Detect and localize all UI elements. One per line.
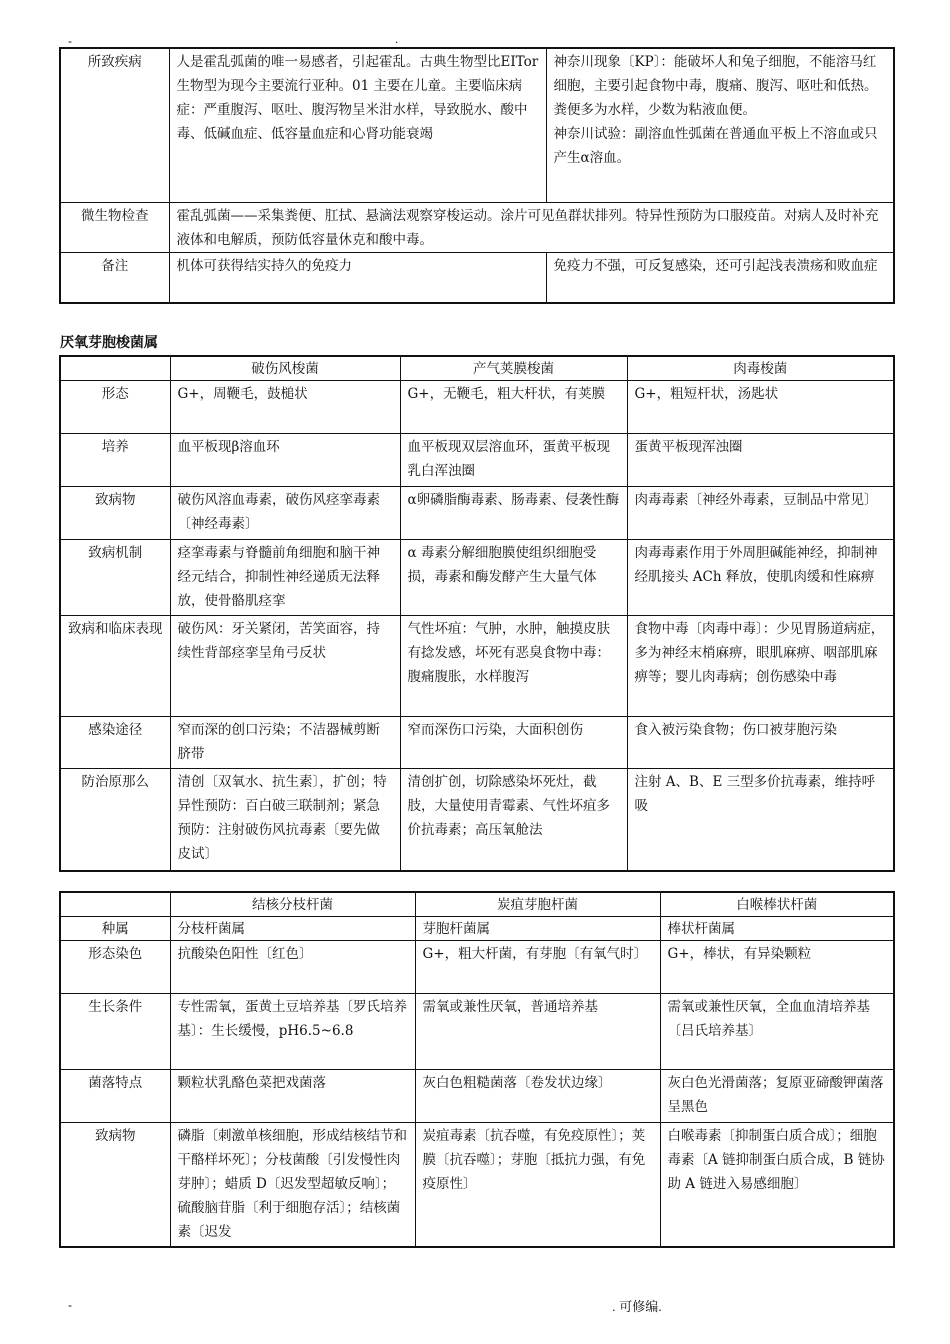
table-cell: 分枝杆菌属 bbox=[170, 917, 415, 941]
table-cell: α 毒素分解细胞膜使组织细胞受损，毒素和酶发酵产生大量气体 bbox=[400, 540, 627, 616]
table-row bbox=[60, 540, 894, 616]
cell-parahaemolyticus-notes: 免疫力不强，可反复感染，还可引起浅表溃疡和败血症 bbox=[546, 253, 894, 304]
header-tetani: 破伤风梭菌 bbox=[170, 356, 400, 381]
row-label-disease: 所致疾病 bbox=[60, 48, 169, 203]
table-row bbox=[60, 381, 894, 434]
row-label: 生长条件 bbox=[60, 994, 170, 1070]
header-botulinum: 肉毒梭菌 bbox=[627, 356, 894, 381]
table-cell: G+，粗大杆菌，有芽胞〔有氧气时〕 bbox=[415, 941, 660, 994]
table-cell: 抗酸染色阳性〔红色〕 bbox=[170, 941, 415, 994]
cell-cholera-notes: 机体可获得结实持久的免疫力 bbox=[169, 253, 546, 304]
table-cell: 气性坏疽：气肿，水肿，触摸皮肤有捻发感，坏死有恶臭食物中毒：腹痛腹胀，水样腹泻 bbox=[400, 616, 627, 717]
table-cell: 注射 A、B、E 三型多价抗毒素，维持呼吸 bbox=[627, 769, 894, 872]
table-row bbox=[60, 1123, 894, 1248]
row-label: 致病物 bbox=[60, 487, 170, 540]
row-label-micro-exam: 微生物检查 bbox=[60, 203, 169, 253]
bacilli-table bbox=[59, 891, 895, 1248]
table-row bbox=[60, 253, 894, 304]
header-empty bbox=[60, 892, 170, 917]
row-label: 致病机制 bbox=[60, 540, 170, 616]
table-cell: G+，棒状，有异染颗粒 bbox=[660, 941, 894, 994]
table-row bbox=[60, 717, 894, 769]
table-cell: 窄而深伤口污染，大面积创伤 bbox=[400, 717, 627, 769]
header-empty bbox=[60, 356, 170, 381]
table-row bbox=[60, 1070, 894, 1123]
row-label-notes: 备注 bbox=[60, 253, 169, 304]
header-diphtheriae: 白喉棒状杆菌 bbox=[660, 892, 894, 917]
table-cell: 颗粒状乳酪色菜把戏菌落 bbox=[170, 1070, 415, 1123]
table-cell: G+，粗短杆状，汤匙状 bbox=[627, 381, 894, 434]
table-cell: 破伤风：牙关紧闭，苦笑面容，持续性背部痉挛呈角弓反状 bbox=[170, 616, 400, 717]
table-cell: 白喉毒素〔抑制蛋白质合成〕；细胞毒素〔A 链抑制蛋白质合成，B 链协助 A 链进入易感细胞〕 bbox=[660, 1123, 894, 1248]
table-row bbox=[60, 941, 894, 994]
table-cell: 食物中毒〔肉毒中毒〕：少见胃肠道病症，多为神经末梢麻痹，眼肌麻痹、咽部肌麻痹等；婴儿肉毒病；创伤感染中毒 bbox=[627, 616, 894, 717]
table-cell: 窄而深的创口污染；不洁器械剪断脐带 bbox=[170, 717, 400, 769]
table-cell: 灰白色粗糙菌落〔卷发状边缘〕 bbox=[415, 1070, 660, 1123]
table-header-row bbox=[60, 356, 894, 381]
kanagawa-test-text: 神奈川试验：副溶血性弧菌在普通血平板上不溶血或只产生α溶血。 bbox=[553, 126, 878, 166]
table-cell: 需氧或兼性厌氧，全血血清培养基〔吕氏培养基〕 bbox=[660, 994, 894, 1070]
table-row bbox=[60, 917, 894, 941]
cell-cholera-disease: 人是霍乱弧菌的唯一易感者，引起霍乱。古典生物型比EITor 生物型为现今主要流行亚种。01 主要在儿童。主要临床病症：严重腹泻、呕吐、腹泻物呈米泔水样，导致脱水、酸中毒、低碱血症、低容量血症和心肾功能衰竭 bbox=[169, 48, 546, 203]
table-cell: α卵磷脂酶毒素、肠毒素、侵袭性酶 bbox=[400, 487, 627, 540]
table-cell: G+，周鞭毛，鼓槌状 bbox=[170, 381, 400, 434]
row-label: 菌落特点 bbox=[60, 1070, 170, 1123]
table-cell: 肉毒毒素〔神经外毒素，豆制品中常见〕 bbox=[627, 487, 894, 540]
table-row bbox=[60, 487, 894, 540]
table-cell: 血平板现双层溶血环，蛋黄平板现乳白浑浊圈 bbox=[400, 434, 627, 487]
table-row bbox=[60, 434, 894, 487]
table-cell: 蛋黄平板现浑浊圈 bbox=[627, 434, 894, 487]
row-label: 感染途径 bbox=[60, 717, 170, 769]
table-cell: 破伤风溶血毒素，破伤风痉挛毒素〔神经毒素〕 bbox=[170, 487, 400, 540]
table-cell: 炭疽毒素〔抗吞噬，有免疫原性〕；荚膜〔抗吞噬〕；芽胞〔抵抗力强，有免疫原性〕 bbox=[415, 1123, 660, 1248]
row-label: 形态染色 bbox=[60, 941, 170, 994]
table-cell: G+，无鞭毛，粗大杆状，有荚膜 bbox=[400, 381, 627, 434]
table-row bbox=[60, 994, 894, 1070]
header-tuberculosis: 结核分枝杆菌 bbox=[170, 892, 415, 917]
table-cell: 痉挛毒素与脊髓前角细胞和脑干神经元结合，抑制性神经递质无法释放，使骨骼肌痉挛 bbox=[170, 540, 400, 616]
header-mark-left: - bbox=[68, 34, 72, 48]
table-cell: 肉毒毒素作用于外周胆碱能神经，抑制神经肌接头 ACh 释放，使肌肉缓和性麻痹 bbox=[627, 540, 894, 616]
row-label: 种属 bbox=[60, 917, 170, 941]
table-cell: 芽胞杆菌属 bbox=[415, 917, 660, 941]
footer-mark-left: - bbox=[68, 1298, 72, 1312]
table-cell: 灰白色光滑菌落；复原亚碲酸钾菌落呈黑色 bbox=[660, 1070, 894, 1123]
header-anthracis: 炭疽芽胞杆菌 bbox=[415, 892, 660, 917]
footer-text: . 可修编. bbox=[612, 1299, 662, 1314]
row-label: 致病物 bbox=[60, 1123, 170, 1248]
table-cell: 清创〔双氧水、抗生素〕，扩创；特异性预防：百白破三联制剂；紧急预防：注射破伤风抗毒素〔要先做皮试〕 bbox=[170, 769, 400, 872]
table-cell: 食入被污染食物；伤口被芽胞污染 bbox=[627, 717, 894, 769]
table-row bbox=[60, 203, 894, 253]
table-header-row bbox=[60, 892, 894, 917]
clostridium-table bbox=[59, 355, 895, 872]
table-row bbox=[60, 48, 894, 203]
table-cell: 需氧或兼性厌氧，普通培养基 bbox=[415, 994, 660, 1070]
table-cell: 专性需氧，蛋黄土豆培养基〔罗氏培养基〕：生长缓慢，pH6.5~6.8 bbox=[170, 994, 415, 1070]
cell-parahaemolyticus-disease bbox=[546, 48, 894, 203]
section-title: 厌氧芽胞梭菌属 bbox=[60, 335, 158, 351]
header-mark-center: . bbox=[395, 32, 399, 46]
table-row bbox=[60, 769, 894, 872]
row-label: 形态 bbox=[60, 381, 170, 434]
row-label: 培养 bbox=[60, 434, 170, 487]
cell-micro-exam: 霍乱弧菌——采集粪便、肛拭、悬滴法观察穿梭运动。涂片可见鱼群状排列。特异性预防为口服疫苗。对病人及时补充液体和电解质，预防低容量休克和酸中毒。 bbox=[169, 203, 894, 253]
header-perfringens: 产气荚膜梭菌 bbox=[400, 356, 627, 381]
row-label: 防治原那么 bbox=[60, 769, 170, 872]
table-row bbox=[60, 616, 894, 717]
table-cell: 清创扩创，切除感染坏死灶，截肢，大量使用青霉素、气性坏疽多价抗毒素；高压氧舱法 bbox=[400, 769, 627, 872]
row-label: 致病和临床表现 bbox=[60, 616, 170, 717]
table-cell: 磷脂〔刺激单核细胞，形成结核结节和干酪样坏死〕；分枝菌酸〔引发慢性肉芽肿〕；蜡质 D〔迟发型超敏反响〕；硫酸脑苷脂〔利于细胞存活〕；结核菌素〔迟发 bbox=[170, 1123, 415, 1248]
table-cell: 血平板现β溶血环 bbox=[170, 434, 400, 487]
table-cell: 棒状杆菌属 bbox=[660, 917, 894, 941]
kanagawa-phenomenon-text: 神奈川现象〔KP〕：能破坏人和兔子细胞，不能溶马红细胞，主要引起食物中毒，腹痛、腹泻、呕吐和低热。粪便多为水样，少数为粘液血便。 bbox=[553, 54, 878, 118]
vibrio-table bbox=[59, 47, 895, 304]
